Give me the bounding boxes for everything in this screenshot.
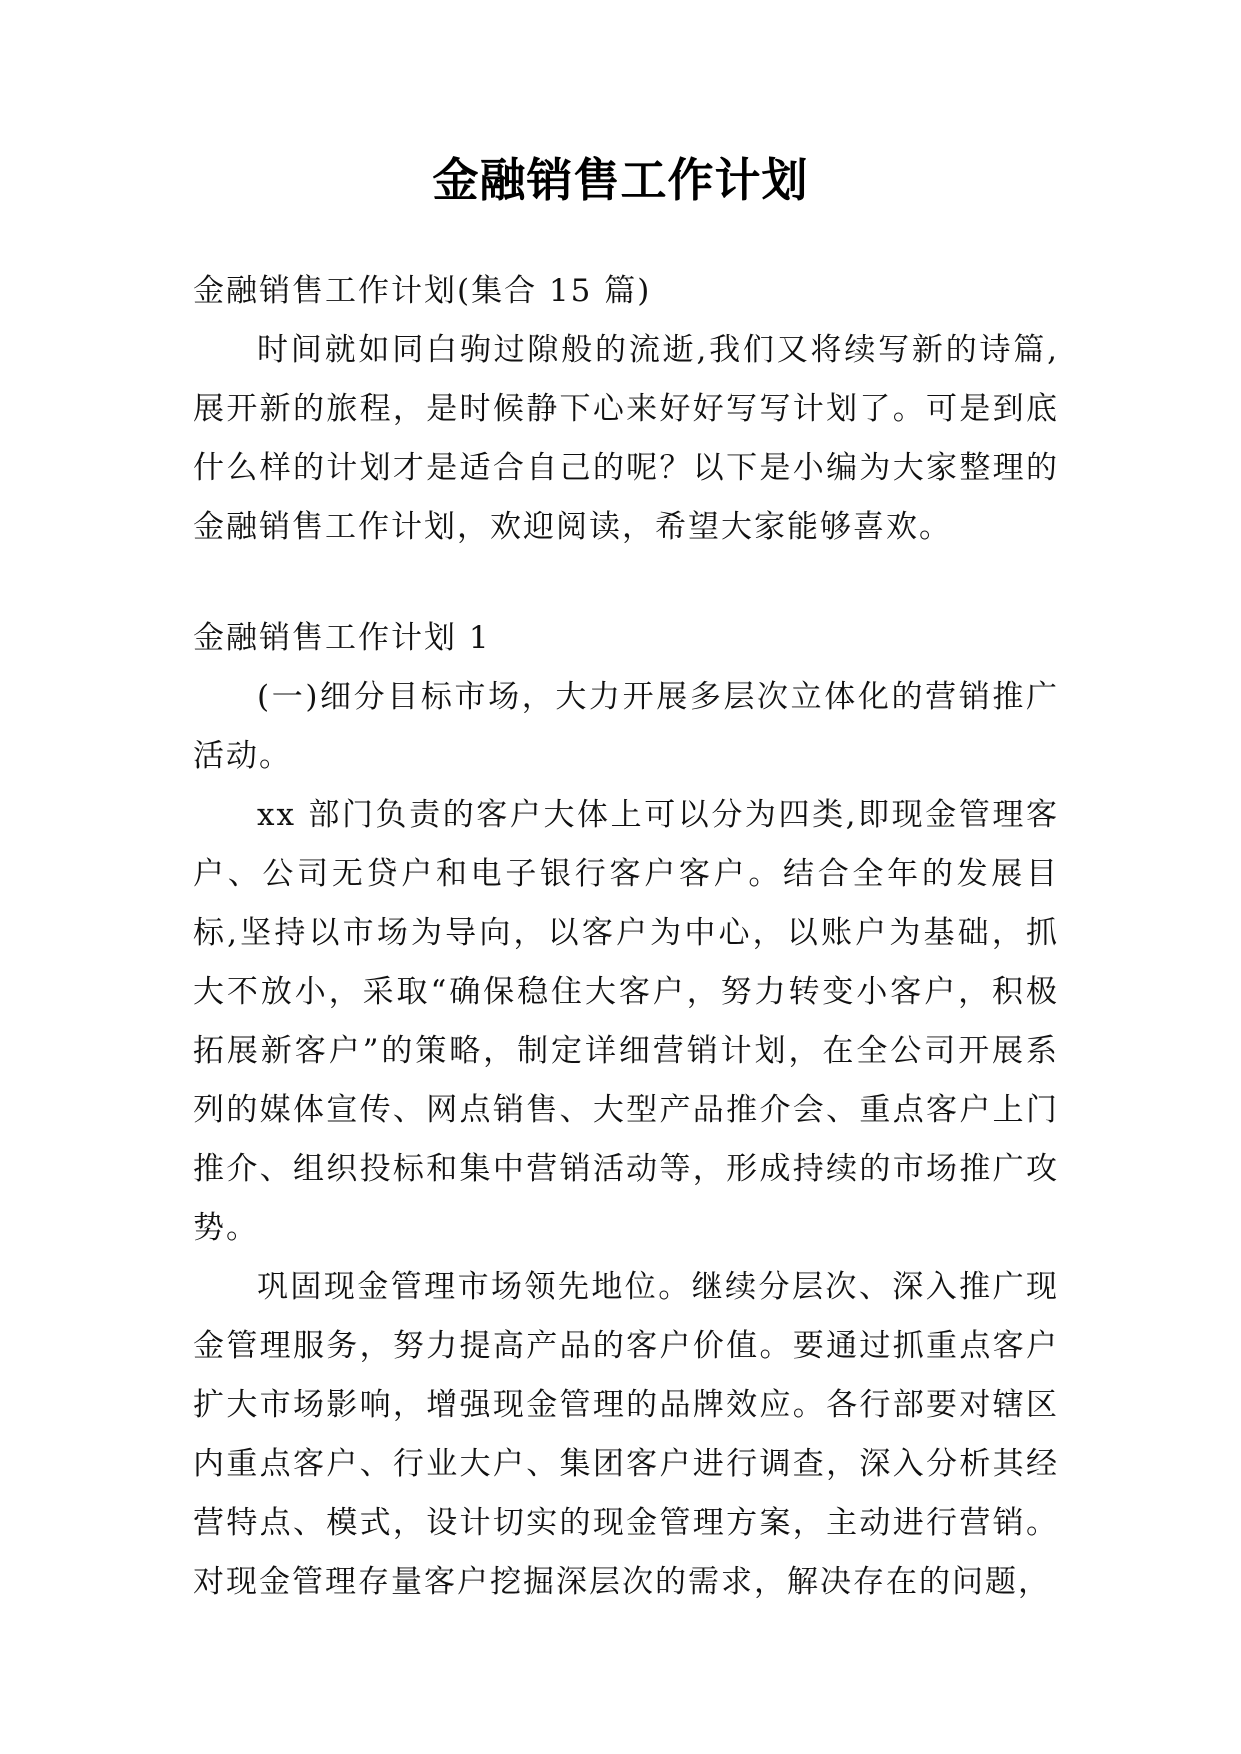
section-heading: 金融销售工作计划 1 <box>193 620 491 656</box>
collection-subtitle: 金融销售工作计划(集合 15 篇) <box>193 273 652 309</box>
intro-paragraph: 时间就如同白驹过隙般的流逝,我们又将续写新的诗篇,展开新的旅程，是时候静下心来好好写写计划了。可是到底什么样的计划才是适合自己的呢？以下是小编为大家整理的金融销售工作计划，欢迎阅读，希望大家能够喜欢。 <box>193 332 1059 545</box>
body-paragraph: 巩固现金管理市场领先地位。继续分层次、深入推广现金管理服务，努力提高产品的客户价值。要通过抓重点客户扩大市场影响，增强现金管理的品牌效应。各行部要对辖区内重点客户、行业大户、集团客户进行调查，深入分析其经营特点、模式，设计切实的现金管理方案，主动进行营销。对现金管理存量客户挖掘深层次的需求，解决存在的问题， <box>193 1269 1059 1600</box>
document-title: 金融销售工作计划 <box>432 153 809 207</box>
body-paragraph: (一)细分目标市场，大力开展多层次立体化的营销推广活动。 <box>193 679 1059 774</box>
section-spacer <box>193 557 1059 609</box>
body-paragraph: xx 部门负责的客户大体上可以分为四类,即现金管理客户、公司无贷户和电子银行客户客户。结合全年的发展目标,坚持以市场为导向，以客户为中心，以账户为基础，抓大不放小，采取“确保稳住大客户，努力转变小客户，积极拓展新客户”的策略，制定详细营销计划，在全公司开展系列的媒体宣传、网点销售、大型产品推介会、重点客户上门推介、组织投标和集中营销活动等，形成持续的市场推广攻势。 <box>193 797 1059 1246</box>
document-body <box>193 262 1059 1612</box>
